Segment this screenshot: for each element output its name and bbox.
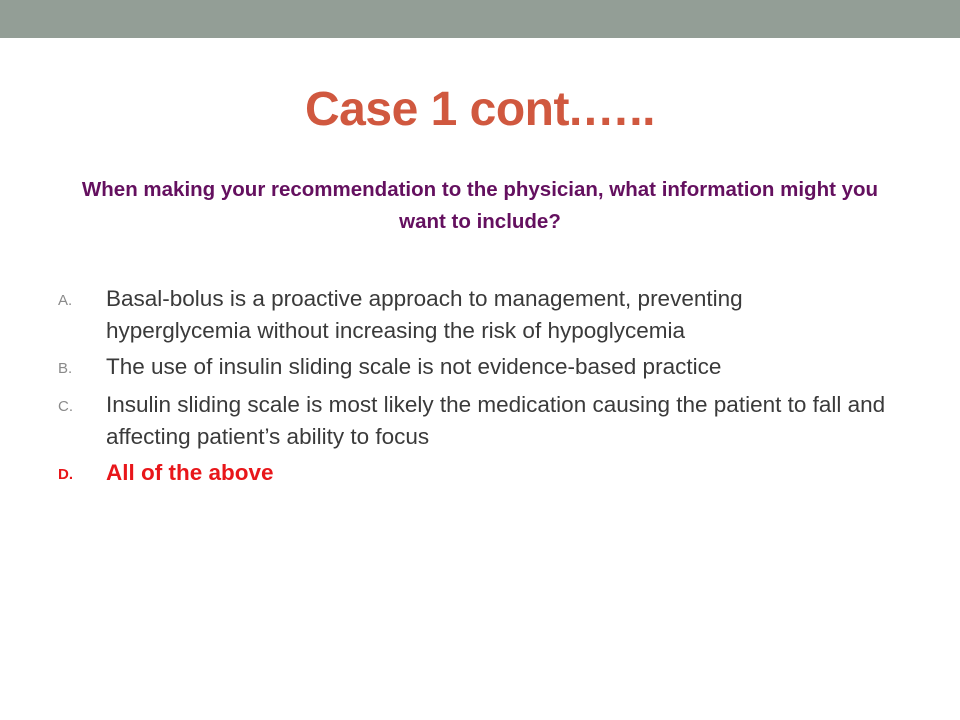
answer-option-c [58, 389, 888, 453]
option-letter: B. [58, 360, 73, 377]
slide-title: Case 1 cont.….. [305, 83, 655, 136]
option-text: The use of insulin sliding scale is not evidence-based practice [106, 354, 722, 379]
answer-option-a [58, 283, 888, 347]
option-text: Insulin sliding scale is most likely the medication causing the patient to fall and affecting patient’s ability to focus [106, 392, 886, 449]
option-letter: D. [58, 466, 73, 483]
top-accent-bar [0, 0, 960, 38]
option-letter: C. [58, 398, 73, 415]
question-text: When making your recommendation to the physician, what information might you want to include? [81, 178, 879, 233]
option-text: Basal-bolus is a proactive approach to management, preventing hyperglycemia without increasing the risk of hypoglycemia [106, 286, 743, 343]
answer-option-b [58, 351, 888, 385]
option-text: All of the above [106, 460, 274, 485]
answer-option-d [58, 457, 888, 491]
option-letter: A. [58, 292, 73, 309]
answer-options-list [58, 283, 888, 495]
